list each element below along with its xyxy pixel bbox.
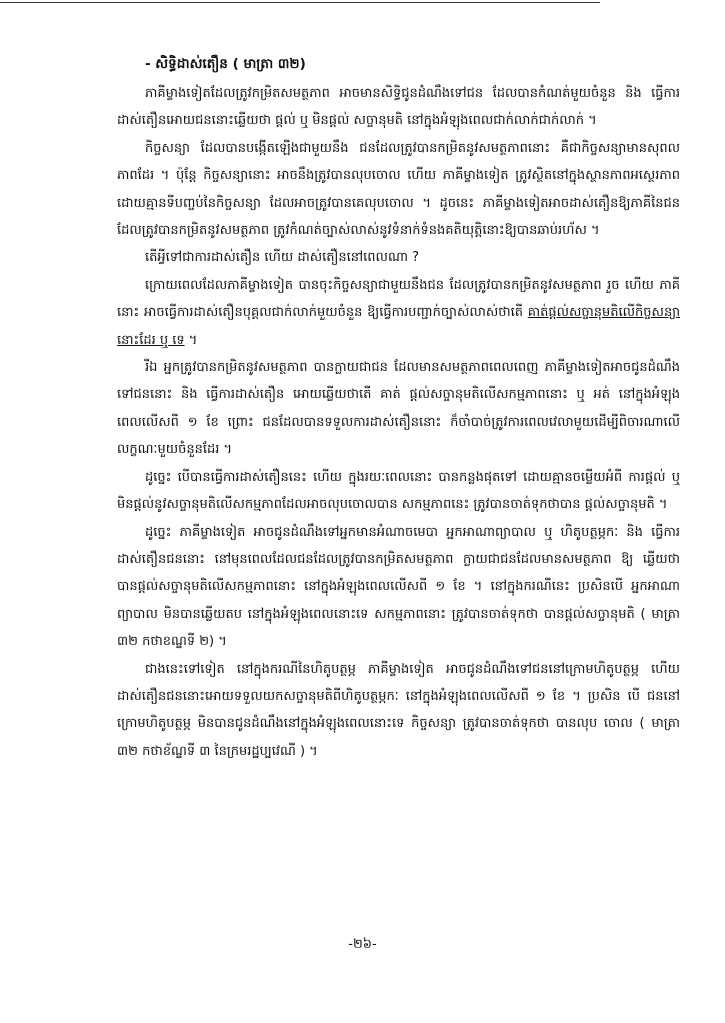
- paragraph-7: ជាងនេះទៅទៀត នៅក្នុងករណីនៃហិតូបត្ថម្ភ ភាគីម្ខាងទៀត អាចជូនដំណឹងទៅជននៅក្រោមហិតូបត្ថម្ភ ហើយ ដាស់តឿនជននោះអោយទទួលយកសច្ចានុមតិពីហិតូបត្ថម្ភកៈ នៅក្នុងអំឡុងពេលលើសពី ១ ខែ ។ ប្រសិន បើ ជននៅក្រោមហិតូបត្ថម្ភ មិនបានជូនដំណឹងនៅក្នុងអំឡុងពេលនោះទេ កិច្ចសន្យា ត្រូវបានចាត់ទុកថា បានលុប ចោល ( មាត្រា ៣២ កថាខ័ណ្ឌទី ៣ នៃក្រមរដ្ឋប្បវេណី ) ។: [117, 661, 680, 759]
- paragraph-3-end: ។: [184, 332, 198, 348]
- top-rule: [0, 2, 600, 3]
- page-number: -២៦-: [348, 937, 377, 952]
- paragraph-5: ដូច្នេះ បើបានធ្វើការដាស់តឿននេះ ហើយ ក្នុងរយៈពេលនោះ បានកន្លងផុតទៅ ដោយគ្មានចម្លើយអំពី ការផ្ដល់ ឬ មិនផ្ដល់នូវសច្ចានុមតិលើសកម្មភាពដែលអាចលុបចោលបាន សកម្មភាពនេះ ត្រូវបានចាត់ទុកថាបាន ផ្ដល់សច្ចានុមតិ ។: [117, 469, 680, 513]
- paragraph-3-underlined: គាត់ផ្ដល់សច្ចានុមតិលើកិច្ចសន្យានោះដែរ ឬ ទេ: [117, 305, 680, 348]
- paragraph-4: រីឯ អ្នកត្រូវបានកម្រិតនូវសមត្ថភាព បានក្លាយជាជន ដែលមានសមត្ថភាពពេលពេញ ភាគីម្ខាងទៀតអាចជូនដំណឹងទៅជននោះ និង ធ្វើការដាស់តឿន អោយឆ្លើយថាតើ គាត់ ផ្ដល់សច្ចានុមតិលើសកម្មភាពនោះ ឬ អត់ នៅក្នុងអំឡុងពេលលើសពី ១ ខែ ព្រោះ ជនដែលបានទទួលការដាស់តឿននោះ ក៏ចាំបាច់ត្រូវការពេលវេលាមួយដើម្បីពិចារណាលើលក្ខណៈមួយចំនួនដែរ ។: [117, 360, 680, 458]
- section-heading: - សិទ្ធិដាស់តឿន ( មាត្រា ៣២): [145, 56, 306, 72]
- question-line: តើអ្វីទៅជាការដាស់តឿន ហើយ ដាស់តឿននៅពេលណា ?: [145, 250, 419, 266]
- paragraph-3-text: ក្រោយពេលដែលភាគីម្ខាងទៀត បានចុះកិច្ចសន្យាជាមួយនឹងជន ដែលត្រូវបានកម្រិតនូវសមត្ថភាព រួច ហើយ ភាគីនោះ អាចធ្វើការដាស់តឿនបុគ្គលជាក់លាក់មួយចំនួន ឱ្យធ្វើការបញ្ជាក់ច្បាស់លាស់ថាតើ: [117, 277, 680, 321]
- paragraph-6: ដូច្នេះ ភាគីម្ខាងទៀត អាចជូនដំណឹងទៅអ្នកមានអំណាចមេបា អ្នកអាណាព្យាបាល ឬ ហិតូបត្ថម្ភកៈ និង ធ្វើការដាស់តឿនជននោះ នៅមុនពេលដែលជនដែលត្រូវបានកម្រិតសមត្ថភាព ក្លាយជាជនដែលមានសមត្ថភាព ឱ្យ ឆ្លើយថា បានផ្ដល់សច្ចានុមតិលើសកម្មភាពនោះ នៅក្នុងអំឡុងពេលលើសពី ១ ខែ ។ នៅក្នុងករណីនេះ ប្រសិនបើ អ្នកអាណាព្យាបាល មិនបានឆ្លើយតប នៅក្នុងអំឡុងពេលនោះទេ សកម្មភាពនោះ ត្រូវបានចាត់ទុកថា បានផ្ដល់សច្ចានុមតិ ( មាត្រា ៣២ កថាខណ្ឌទី ២) ។: [117, 524, 680, 650]
- document-body: [117, 52, 680, 765]
- paragraph-3: [117, 272, 680, 354]
- paragraph-1: ភាគីម្ខាងទៀតដែលត្រូវកម្រិតសមត្ថភាព អាចមានសិទ្ធិជូនដំណឹងទៅជន ដែលបានកំណត់មួយចំនួន និង ធ្វើការដាស់តឿនអោយជននោះឆ្លើយថា ផ្ដល់ ឬ មិនផ្ដល់ សច្ចានុមតិ នៅក្នុងអំឡុងពេលជាក់លាក់ជាក់លាក់ ។: [117, 86, 680, 129]
- paragraph-2: កិច្ចសន្យា ដែលបានបង្កើតឡើងជាមួយនឹង ជនដែលត្រូវបានកម្រិតនូវសមត្ថភាពនោះ គឺជាកិច្ចសន្យាមានសុពលភាពដែរ ។ ប៉ុន្តែ កិច្ចសន្យានោះ អាចនឹងត្រូវបានលុបចោល ហើយ ភាគីម្ខាងទៀត ត្រូវស្ថិតនៅក្នុងស្ថានភាពអស្ថេរភាព ដោយគ្មានទីបញ្ចប់នៃកិច្ចសន្យា ដែលអាចត្រូវបានគេលុបចោល ។ ដូចនេះ ភាគីម្ខាងទៀតអាចដាស់តឿនឱ្យភាគីនៃជន ដែលត្រូវបានកម្រិតនូវសមត្ថភាព ត្រូវកំណត់ច្បាស់លាស់នូវទំនាក់ទំនងគតិយុត្តិនោះឱ្យបានឆាប់រហ័ស ។: [117, 140, 680, 239]
